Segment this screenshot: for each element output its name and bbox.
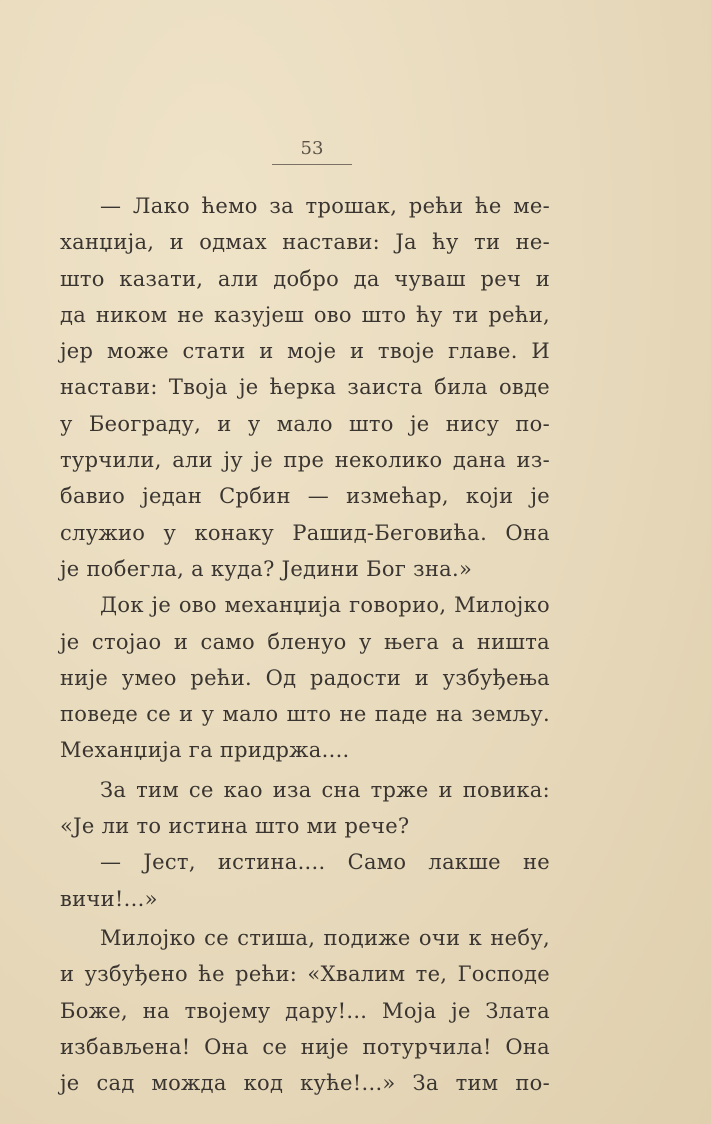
text-line: — Јест, истина.... Само лакше не [100,850,550,875]
text-line: За тим се као иза сна трже и повика: [100,777,550,802]
paragraph [60,920,550,1101]
text-line: да ником не казујеш ово што ћу ти рећи, [60,302,550,327]
text-line: ханџија, и одмах настави: Ја ћу ти не- [60,230,550,255]
text-line: у Београду, и у мало што је нису по- [60,411,550,436]
text-line: и узбуђено ће рећи: «Хвалим те, Господе [60,962,550,987]
text-line: Милојко се стиша, подиже очи к небу, [100,925,550,950]
text-line: бавио један Србин — измећар, који је [60,484,550,509]
paragraph [60,587,550,768]
text-line: вичи!...» [60,886,158,911]
text-line: поведе се и у мало што не паде на земљу. [60,702,550,727]
text-line: јер може стати и моје и твоје главе. И [60,339,550,364]
text-line: је стојао и само бленуо у њега а ништа [60,629,550,654]
text-line: није умео рећи. Од радости и узбуђења [60,665,550,690]
text-line: служио у конаку Рашид-Беговића. Она [60,520,550,545]
paragraph [60,844,550,917]
paragraph [60,772,550,845]
text-line: што казати, али добро да чуваш реч и [60,266,550,291]
body-text [60,188,550,1101]
text-line: је сад можда код куће!...» За тим по- [60,1071,550,1096]
text-line: настави: Твоја је ћерка заиста била овде [60,375,550,400]
text-line: — Лако ћемо за трошак, рећи ће ме- [100,194,550,218]
text-line: је побегла, а куда? Једини Бог зна.» [60,556,473,581]
paragraph [60,188,550,587]
text-line: избављена! Она се није потурчила! Она [60,1034,550,1059]
text-line: Боже, на твојему дару!... Моја је Злата [60,998,550,1023]
text-line: Док је ово механџија говорио, Милојко [100,593,550,618]
page-number: 53 [300,138,324,159]
text-line: «Је ли то истина што ми рече? [60,814,410,839]
page-number-rule [272,164,352,165]
text-line: Механџија га придржа.... [60,738,350,763]
text-line: турчили, али ју је пре неколико дана из- [60,448,550,473]
